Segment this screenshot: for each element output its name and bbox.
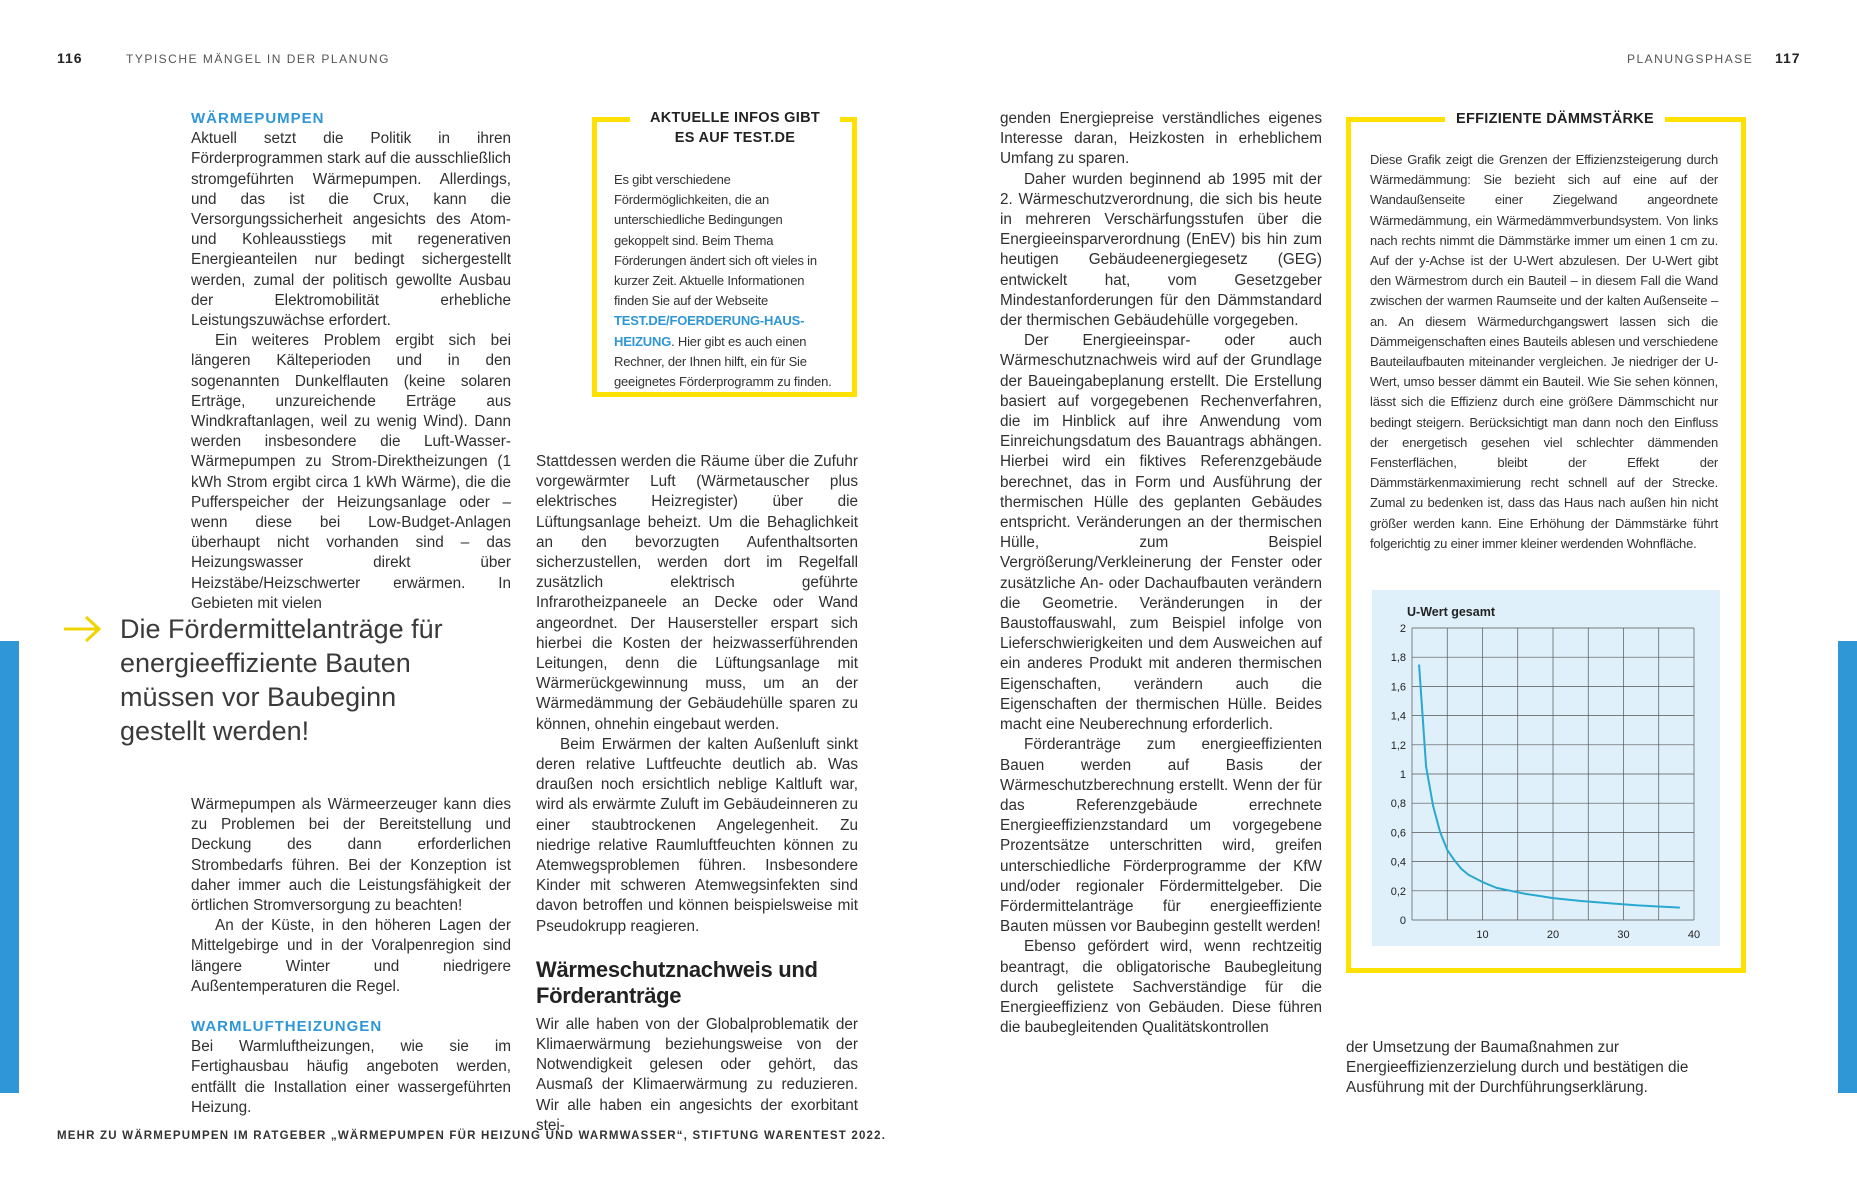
- y-tick-label: 1,4: [1390, 710, 1406, 723]
- paragraph: der Umsetzung der Baumaßnahmen zur Energieeffizienzerzielung durch und bestätigen die Ausführung mit der Durchführungserklärung.: [1346, 1039, 1689, 1097]
- column-3: [1000, 109, 1322, 1038]
- efficiency-box-title: EFFIZIENTE DÄMMSTÄRKE: [1445, 109, 1665, 129]
- paragraph: Der Energieeinspar- oder auch Wärmeschutznachweis wird auf der Grundlage der Baueingabeplanung erstellt. Die Erstellung basiert auf vorgegebenen Rechenverfahren, die im Hinblick auf ihre Anwendung vom Einreichungsdatum des Bauantrags abhängen. Hierbei wird ein fiktives Referenzgebäude berechnet, das in Form und Ausführung der thermischen Hülle des geplanten Gebäudes entspricht. Veränderungen an der thermischen Hülle, zum Beispiel Vergrößerung/Verkleinerung der Fenster oder zusätzliche An- oder Dachaufbauten verändern die Geometrie. Veränderungen in der Baustoffauswahl, zum Beispiel infolge von Lieferschwierigkeiten und dem Ausweichen auf ein anderes Produkt mit anderen thermischen Eigenschaften, verändern auch die Eigenschaften der thermischen Hülle. Beides macht eine Neuberechnung erforderlich.: [1000, 332, 1322, 734]
- series-line: [1419, 665, 1680, 908]
- info-box-title-line: AKTUELLE INFOS GIBT: [649, 110, 821, 126]
- paragraph: An der Küste, in den höheren Lagen der Mittelgebirge und in der Voralpenregion sind längere Winter und niedrigere Außentemperaturen die Regel.: [191, 917, 511, 995]
- left-running-title: TYPISCHE MÄNGEL IN DER PLANUNG: [126, 52, 390, 66]
- y-tick-label: 0: [1399, 915, 1406, 927]
- u-value-chart: [1372, 590, 1720, 946]
- info-box-text-start: Es gibt verschiedene Fördermöglichkeiten, die an unterschiedliche Bedingungen gekoppelt sind. Beim Thema Förderungen ändert sich oft vieles in kurzer Zeit. Aktuelle Informationen finden Sie auf der Webseite: [614, 172, 817, 309]
- x-tick-label: 20: [1546, 929, 1560, 941]
- paragraph: Daher wurden beginnend ab 1995 mit der 2. Wärmeschutzverordnung, die sich bis heute in mehreren Verschärfungsstufen über die Energieeinsparverordnung (EnEV) bis hin zum heutigen Gebäudeenergiegesetz (GEG) entwickelt hat, vom Gesetzgeber Mindestanforderungen für den Dämmstandard der thermischen Gebäudehülle vorgegeben.: [1000, 170, 1322, 330]
- column-2: [536, 452, 858, 1136]
- section-heading: Wärmeschutznachweis und Förderanträge: [536, 956, 818, 1008]
- column-4-bottom: [1346, 1038, 1706, 1099]
- paragraph: Wir alle haben von der Globalproblematik der Klimaerwärmung beziehungsweise von der Notwendigkeit gelesen oder gehört, das Ausmaß der Klimaerwärmung zu reduzieren. Wir alle haben ein angesichts der exorbitant stei-: [536, 1015, 858, 1134]
- info-box-title-line: ES AUF TEST.DE: [674, 130, 796, 146]
- y-tick-label: 1,8: [1390, 652, 1406, 665]
- info-box-text: [614, 170, 836, 392]
- y-tick-label: 0,2: [1390, 885, 1406, 898]
- subheading-waermepumpen: WÄRMEPUMPEN: [191, 110, 325, 127]
- footer-note: MEHR ZU WÄRMEPUMPEN IM RATGEBER „WÄRMEPUMPEN FÜR HEIZUNG UND WARMWASSER“, STIFTUNG WARENTEST 2022.: [57, 1130, 887, 1142]
- x-tick-label: 40: [1687, 929, 1701, 941]
- arrow-right-icon: [62, 612, 102, 646]
- chart-title: U-Wert gesamt: [1407, 605, 1495, 619]
- y-tick-label: 0,6: [1390, 827, 1406, 840]
- left-page-number: 116: [57, 50, 83, 66]
- pull-quote: Die Fördermittelanträge für energieeffiziente Bauten müssen vor Baubeginn gestellt werden!: [120, 614, 443, 746]
- info-box-title: [630, 108, 840, 148]
- u-value-chart-svg: [1372, 590, 1720, 946]
- column-1-bottom: [191, 795, 511, 1118]
- paragraph: Ebenso gefördert wird, wenn rechtzeitig beantragt, die obligatorische Baubegleitung durch gelistete Sachverständige für die Energieeffizienz von Gebäuden. Diese führen die baubegleitenden Qualitätskontrollen: [1000, 938, 1322, 1037]
- paragraph: Wärmepumpen als Wärmeerzeuger kann dies zu Problemen bei der Bereitstellung und Deckung des dann erforderlichen Strombedarfs führen. Bei der Konzeption ist daher immer auch die Leistungsfähigkeit der örtlichen Stromversorgung zu beachten!: [191, 796, 511, 915]
- y-tick-label: 1,6: [1390, 681, 1406, 694]
- info-box-text-end: . Hier gibt es auch einen Rechner, der Ihnen hilft, ein für Sie geeignetes Förderprogramm zu finden.: [614, 333, 832, 390]
- paragraph: Beim Erwärmen der kalten Außenluft sinkt deren relative Luftfeuchte deutlich ab. Was draußen noch ersichtlich neblige Kaltluft war, wird als erwärmte Zuluft im Gebäudeinneren zu einer staubtrockenen Angelegenheit. Zu niedrige relative Raumluftfeuchten können zu Atemwegsproblemen führen. Insbesondere Kinder mit schweren Atemwegsinfekten sind davon betroffen und können beispielsweise mit Pseudokrupp reagieren.: [536, 735, 858, 935]
- right-running-title: PLANUNGSPHASE: [1627, 52, 1754, 66]
- y-tick-label: 0,4: [1390, 856, 1406, 869]
- y-tick-label: 0,8: [1390, 798, 1406, 811]
- right-page-number: 117: [1775, 50, 1801, 66]
- paragraph: Bei Warmluftheizungen, wie sie im Fertighausbau häufig angeboten werden, entfällt die Installation einer wassergeführten Heizung.: [191, 1038, 511, 1116]
- left-edge-marker: [0, 641, 19, 1093]
- y-tick-label: 2: [1399, 623, 1406, 635]
- paragraph: Stattdessen werden die Räume über die Zufuhr vorgewärmter Luft (Wärmetauscher plus elektrisches Heizregister) über die Lüftungsanlage beheizt. Um die Behaglichkeit an den bevorzugten Aufenthaltsorten sicherzustellen, werden dort im Regelfall zusätzlich elektrisch geführte Infrarotheizpaneele an Decke oder Wand angeordnet. Der Hausersteller erspart sich hierbei die Kosten der heizwasserführenden Leitungen, denn die Lüftungsanlage mit Wärmerückgewinnung muss, um an der Wärmedämmung der Gebäudehülle sparen zu können, ohnehin eingebaut werden.: [536, 453, 858, 733]
- subheading-warmluftheizungen: WARMLUFTHEIZUNGEN: [191, 1018, 383, 1036]
- paragraph: Aktuell setzt die Politik in ihren Förderprogrammen stark auf die ausschließlich stromgeführten Wärmepumpen. Allerdings, und das ist die Crux, kann die Versorgungssicherheit angesichts des Atom- und Kohleausstiegs mit regenerativen Energieanteilen nur bedingt sichergestellt werden, zumal der politisch gewollte Ausbau der Elektromobilität erhebliche Leistungszuwächse erfordert.: [191, 130, 511, 330]
- paragraph: genden Energiepreise verständliches eigenes Interesse daran, Heizkosten in erheblichem Umfang zu sparen.: [1000, 110, 1322, 168]
- y-tick-label: 1,2: [1390, 739, 1406, 752]
- y-tick-label: 1: [1399, 769, 1406, 781]
- x-tick-label: 30: [1617, 929, 1630, 941]
- website-link[interactable]: TEST.DE/FOERDERUNG-HAUS-HEIZUNG: [614, 313, 805, 349]
- x-tick-label: 10: [1476, 929, 1489, 941]
- paragraph: Förderanträge zum energieeffizienten Bauen werden auf Basis der Wärmeschutzberechnung erstellt. Wenn der für das Referenzgebäude errechnete Energieeffizienzstandard um vorgegebene Prozentsätze unterschritten wird, greifen unterschiedliche Förderprogramme der KfW und/oder regionaler Fördermittelgeber. Die Fördermittelanträge für energieeffiziente Bauten müssen vor Baubeginn gestellt werden!: [1000, 736, 1322, 936]
- efficiency-box-text: Diese Grafik zeigt die Grenzen der Effizienzsteigerung durch Wärmedämmung: Sie bezieht sich auf eine auf der Wandaußenseite einer Ziegelwand angeordnete Wärmedämmung, ein Wärmedämmverbundsystem. Von links nach rechts nimmt die Dämmstärke immer um einen 1 cm zu. Auf der y-Achse ist der U-Wert abzulesen. Der U-Wert gibt den Wärmestrom durch ein Bauteil – in diesem Fall die Wand zwischen der warmen Raumseite und der kalten Außenseite – an. An diesem Wärmedurchgangswert lassen sich die Dämmeigenschaften eines Bauteils ablesen und verschiedene Bauteilaufbauten miteinander vergleichen. Je niedriger der U-Wert, umso besser dämmt ein Bauteil. Wie Sie sehen können, lässt sich die Effizienz durch eine größere Dämmschicht nur bedingt steigern. Berücksichtigt man dann noch den Einfluss der energetisch gesehen viel schlechter dämmenden Fensterflächen, bleibt der Effekt der Dämmstärkenmaximierung recht schnell auf der Strecke. Zumal zu bedenken ist, dass das Haus nach außen hin nicht größer werden kann. Eine Erhöhung der Dämmstärke führt folgerichtig zu einer immer kleiner werdenden Wohnfläche.: [1370, 152, 1718, 551]
- right-edge-marker: [1838, 641, 1857, 1093]
- column-1-top: [191, 109, 511, 614]
- paragraph: Ein weiteres Problem ergibt sich bei längeren Kälteperioden und in den sogenannten Dunkelflauten (keine solaren Erträge, unzureichende Erträge aus Windkraftanlagen, weil zu wenig Wind). Dann werden insbesondere die Luft-Wasser-Wärmepumpen zu Strom-Direktheizungen (1 kWh Strom ergibt circa 1 kWh Wärme), die die Pufferspeicher der Heizungsanlage oder – wenn diese bei Low-Budget-Anlagen überhaupt nicht vorhanden sind – das Heizungswasser direkt über Heizstäbe/Heizschwerter erwärmen. In Gebieten mit vielen: [191, 332, 511, 612]
